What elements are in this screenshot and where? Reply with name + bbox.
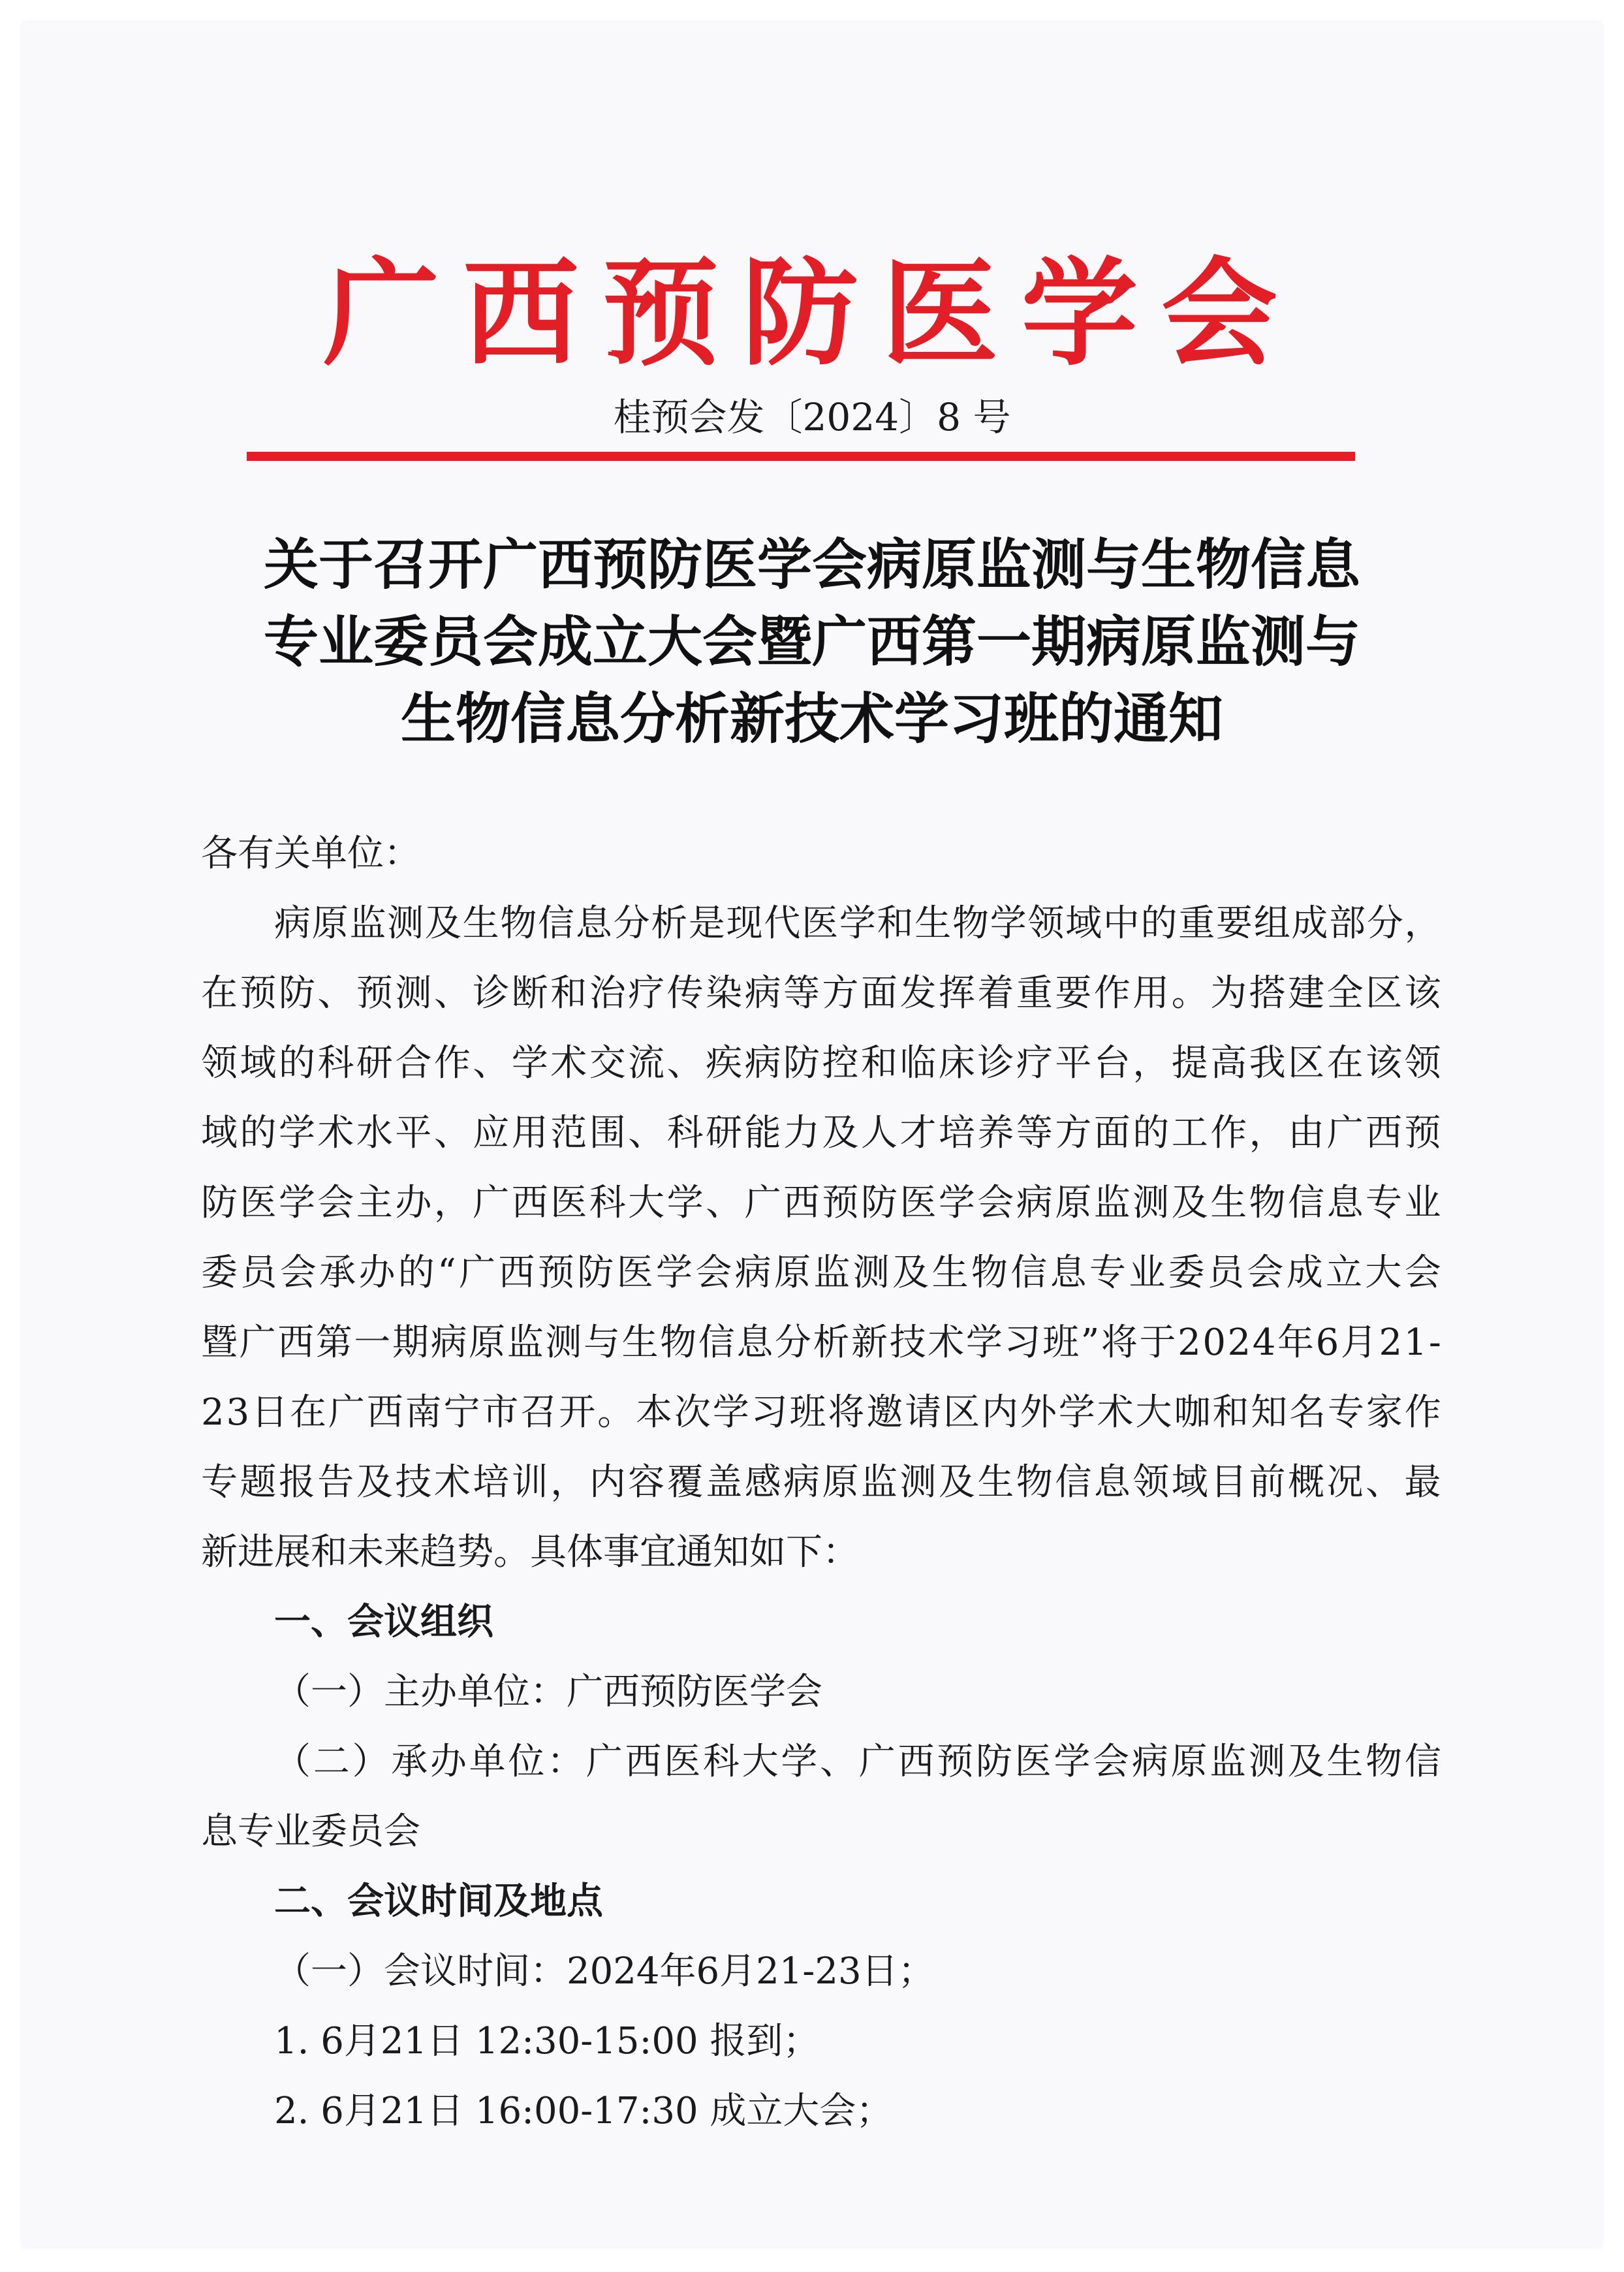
red-divider: [247, 452, 1355, 461]
title-line: 专业委员会成立大会暨广西第一期病原监测与: [263, 609, 1360, 674]
intro-line: 防 医 学 会 主 办 ， 广 西 医 科 大 学 、 广 西 预 防 医 学 会 病 原 监 测 及 生 物 信 息 专 业: [201, 1182, 1441, 1224]
intro-line: 在 预 防 、 预 测 、 诊 断 和 治 疗 传 染 病 等 方 面 发 挥 着 重 要 作 用 。 为 搭 建 全 区 该: [201, 972, 1441, 1015]
document-number: 桂预会发〔2024〕8 号: [613, 395, 1011, 439]
notice-title: [0, 526, 1624, 757]
salutation: 各有关单位：: [201, 832, 420, 875]
schedule-item: 2. 6月21日 16:00-17:30 成立大会；: [274, 2090, 893, 2132]
title-line: 关于召开广西预防医学会病原监测与生物信息: [263, 532, 1360, 597]
org-name-header: 广西预防医学会: [323, 246, 1301, 381]
intro-line: 域 的 学 术 水 平 、 应 用 范 围 、 科 研 能 力 及 人 才 培 养 等 方 面 的 工 作 ， 由 广 西 预: [201, 1112, 1441, 1154]
section-heading: 二、会议时间及地点: [274, 1880, 603, 1923]
schedule-item: 1. 6月21日 12:30-15:00 报到；: [274, 2020, 820, 2062]
intro-line: 病 原 监 测 及 生 物 信 息 分 析 是 现 代 医 学 和 生 物 学 领 域 中 的 重 要 组 成 部 分 ，: [274, 902, 1441, 945]
meeting-time: （一）会议时间：2024年6月21-23日；: [274, 1950, 935, 1993]
intro-line: 暨 广 西 第 一 期 病 原 监 测 与 生 物 信 息 分 析 新 技 术 学 习 班 ” 将 于 2 0 2 4 年 6 月 2 1 -: [201, 1321, 1441, 1364]
organizer-line: （一）主办单位：广西预防医学会: [274, 1671, 822, 1713]
section-heading: 一、会议组织: [274, 1601, 493, 1643]
notice-body: [201, 819, 1441, 2146]
title-line: 生物信息分析新技术学习班的通知: [400, 686, 1223, 751]
co-organizer-line: 息专业委员会: [201, 1810, 420, 1853]
intro-line: 新进展和未来趋势。具体事宜通知如下：: [201, 1531, 859, 1573]
intro-line: 委 员 会 承 办 的 “ 广 西 预 防 医 学 会 病 原 监 测 及 生 物 信 息 专 业 委 员 会 成 立 大 会: [201, 1252, 1441, 1294]
intro-line: 专 题 报 告 及 技 术 培 训 ， 内 容 覆 盖 感 病 原 监 测 及 生 物 信 息 领 域 目 前 概 况 、 最: [201, 1461, 1441, 1504]
co-organizer-line: （ 二 ） 承 办 单 位 ： 广 西 医 科 大 学 、 广 西 预 防 医 学 会 病 原 监 测 及 生 物 信: [274, 1741, 1441, 1783]
intro-line: 2 3 日 在 广 西 南 宁 市 召 开 。 本 次 学 习 班 将 邀 请 区 内 外 学 术 大 咖 和 知 名 专 家 作: [201, 1391, 1441, 1434]
intro-line: 领 域 的 科 研 合 作 、 学 术 交 流 、 疾 病 防 控 和 临 床 诊 疗 平 台 ， 提 高 我 区 在 该 领: [201, 1042, 1441, 1084]
